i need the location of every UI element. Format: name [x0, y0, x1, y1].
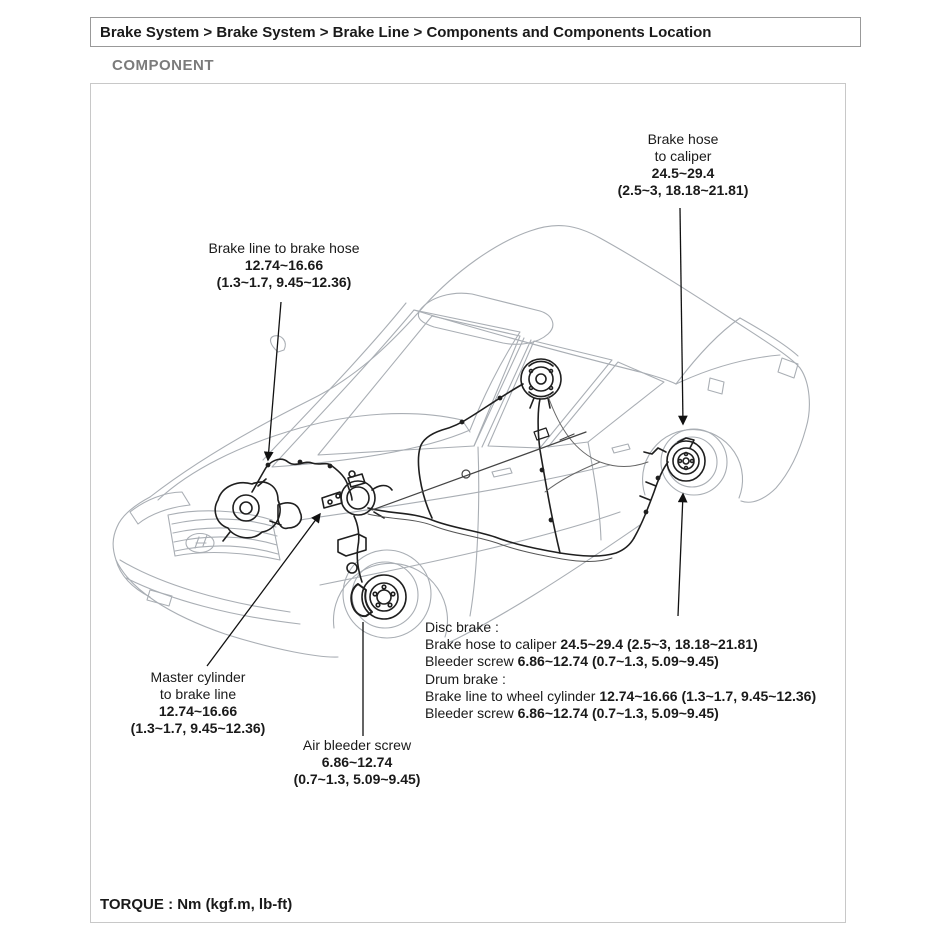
torque-units-note: TORQUE : Nm (kgf.m, lb-ft): [100, 896, 293, 913]
callout-label: Brake hose: [647, 131, 719, 147]
rear-right-drum-brake: [644, 438, 705, 481]
parking-brake-cable: [545, 462, 600, 492]
breadcrumb: Brake System > Brake System > Brake Line > Components and Components Location: [90, 17, 861, 47]
car-brake-diagram: [90, 83, 844, 921]
pipe-to-rear-left: [538, 399, 560, 553]
leader-disc-brake-note: [678, 494, 683, 616]
fuel-door: [708, 378, 724, 394]
callout-label: Master cylinder: [150, 669, 246, 685]
rear-left-cross-pipe: [419, 384, 524, 518]
taillight: [778, 358, 798, 378]
sunroof: [418, 293, 552, 344]
torque-note-line: Bleeder screw 6.86~12.74 (0.7~1.3, 5.09~9.45): [425, 705, 719, 722]
door-handle: [612, 444, 630, 453]
callout-torque-alt: (1.3~1.7, 9.45~12.36): [130, 720, 266, 736]
page-title: COMPONENT: [112, 57, 214, 74]
torque-note-line: Disc brake :: [425, 619, 499, 635]
callout-torque-alt: (2.5~3, 18.18~21.81): [617, 182, 749, 198]
torque-note-line: Bleeder screw 6.86~12.74 (0.7~1.3, 5.09~9.45): [425, 653, 719, 670]
callout-torque-value: 12.74~16.66: [158, 703, 238, 719]
callout-label: to brake line: [159, 686, 237, 702]
callout-label: Air bleeder screw: [302, 737, 412, 753]
callout-master-cylinder-to-brake-line: [103, 669, 293, 737]
brake-lines: [215, 359, 705, 619]
callout-torque-alt: (0.7~1.3, 5.09~9.45): [293, 771, 421, 787]
front-disc-brake: [351, 516, 406, 619]
torque-note-line: Drum brake :: [425, 670, 506, 687]
callout-brake-hose-to-caliper: [588, 131, 778, 199]
callout-label: to caliper: [654, 148, 712, 164]
callout-torque-value: 12.74~16.66: [244, 257, 324, 273]
torque-note-line: Brake line to wheel cylinder 12.74~16.66 (1.3~1.7, 9.45~12.36): [425, 687, 817, 704]
leader-brake-hose-to-caliper: [680, 208, 683, 424]
callout-torque-value: 24.5~29.4: [651, 165, 715, 181]
rear-left-drum-brake: [521, 359, 561, 408]
callout-air-bleeder-screw: [262, 737, 452, 788]
callout-label: Brake line to brake hose: [208, 240, 360, 256]
callout-torque-value: 6.86~12.74: [321, 754, 393, 770]
callout-brake-line-to-brake-hose: [178, 240, 390, 291]
main-brake-pipe: [368, 508, 634, 556]
torque-note-block: [425, 619, 830, 722]
door-handle: [492, 468, 512, 477]
callout-torque-alt: (1.3~1.7, 9.45~12.36): [216, 274, 352, 290]
torque-note-line: Brake hose to caliper 24.5~29.4 (2.5~3, 18.18~21.81): [425, 636, 758, 653]
